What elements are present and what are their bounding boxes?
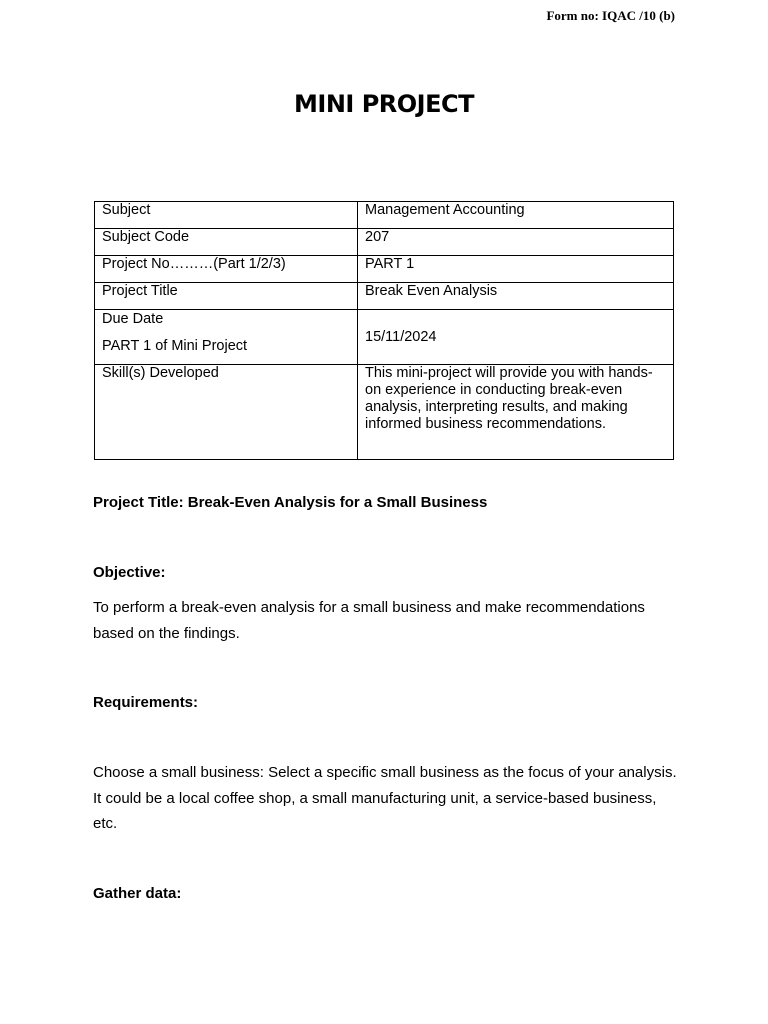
requirements-heading: Requirements: <box>93 694 199 711</box>
objective-text: To perform a break-even analysis for a small business and make recommendations based on the findings. <box>93 599 645 642</box>
project-title-value: Break Even Analysis <box>358 283 674 310</box>
page-title: MINI PROJECT <box>294 90 474 118</box>
table-row-project-title <box>95 283 674 310</box>
table-row-subject <box>95 202 674 229</box>
subject-value: Management Accounting <box>358 202 674 229</box>
due-date-cell <box>95 310 358 365</box>
table-row-subject-code <box>95 229 674 256</box>
project-no-value: PART 1 <box>358 256 674 283</box>
subject-label: Subject <box>95 202 358 229</box>
due-date-part-label: PART 1 of Mini Project <box>102 338 248 354</box>
subject-code-label: Subject Code <box>95 229 358 256</box>
project-title-label: Project Title <box>95 283 358 310</box>
subject-code-value: 207 <box>358 229 674 256</box>
due-date-label: Due Date <box>102 311 164 327</box>
project-no-label: Project No………(Part 1/2/3) <box>95 256 358 283</box>
objective-heading: Objective: <box>93 564 166 581</box>
table-row-skills <box>95 365 674 460</box>
due-date-value: 15/11/2024 <box>358 310 674 365</box>
gather-data-heading: Gather data: <box>93 885 182 902</box>
form-number: Form no: IQAC /10 (b) <box>546 8 675 23</box>
skills-value: This mini-project will provide you with hands-on experience in conducting break-even analysis, interpreting results, and making informed business recommendations. <box>358 365 674 460</box>
table-row-project-no <box>95 256 674 283</box>
project-title-heading: Project Title: Break-Even Analysis for a Small Business <box>93 494 488 511</box>
skills-label: Skill(s) Developed <box>95 365 358 460</box>
project-info-table <box>94 201 674 460</box>
table-row-due-date <box>95 310 674 365</box>
requirements-text: Choose a small business: Select a specific small business as the focus of your analysis. It could be a local coffee shop, a small manufacturing unit, a service-based business, etc. <box>93 764 677 832</box>
